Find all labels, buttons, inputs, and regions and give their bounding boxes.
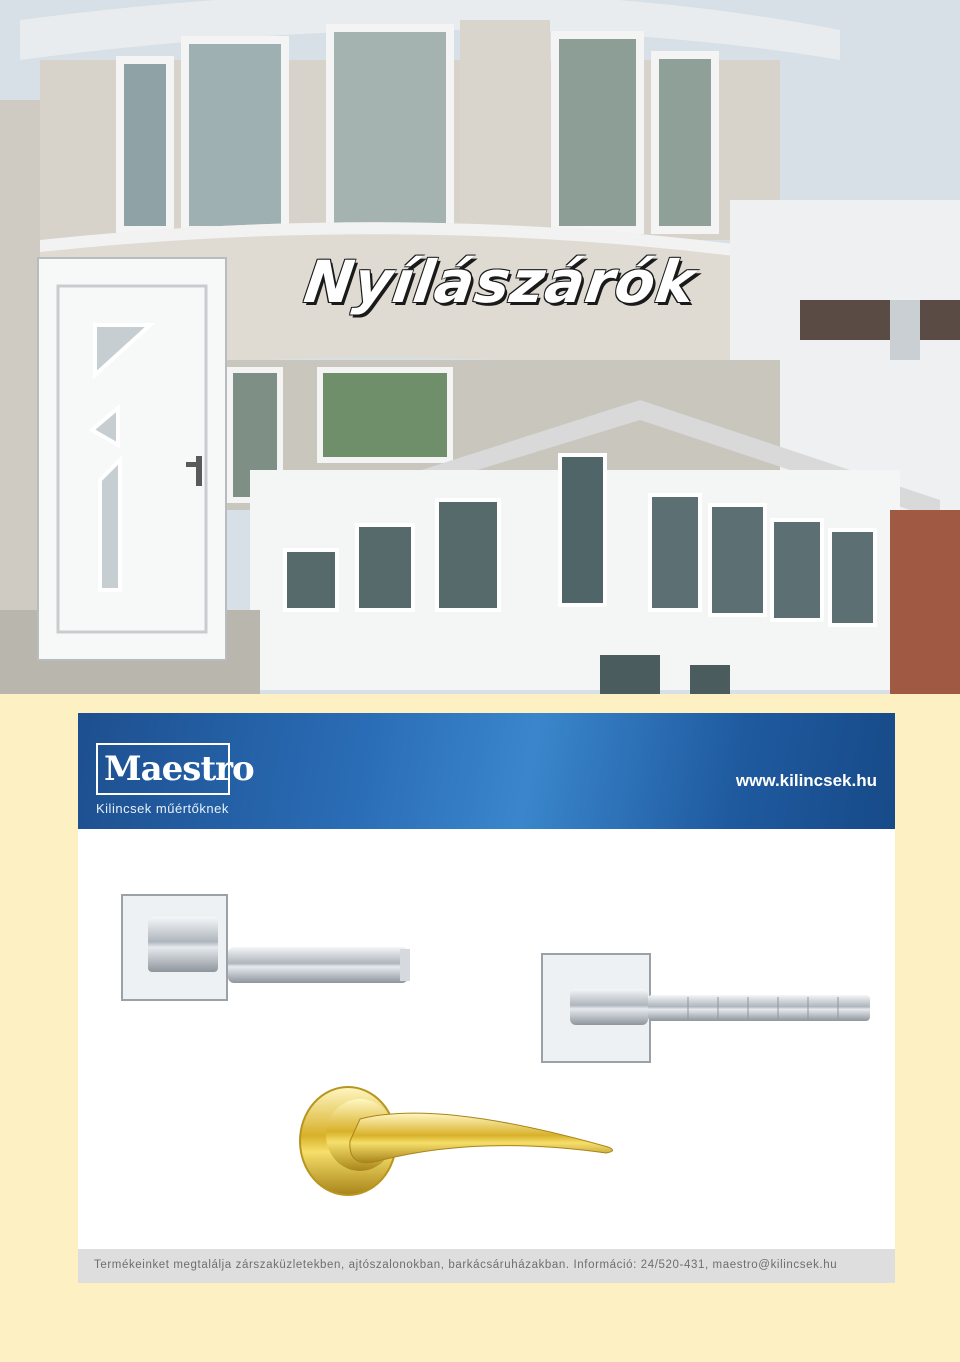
handle-knurled-chrome bbox=[542, 954, 870, 1062]
handle-round-brass bbox=[300, 1087, 613, 1195]
door-handles-illustration bbox=[78, 829, 895, 1249]
website-link[interactable]: www.kilincsek.hu bbox=[735, 771, 877, 790]
maestro-advertisement bbox=[78, 713, 895, 1283]
product-images bbox=[78, 829, 895, 1249]
page-title: Nyílászárók bbox=[300, 248, 701, 316]
footer-info-text: Termékeinket megtalálja zárszaküzletekben, ajtószalonokban, barkácsáruházakban. Információ: 24/520-431, maestro@kilincsek.hu bbox=[94, 1259, 838, 1271]
handle-square-chrome bbox=[122, 895, 410, 1000]
logo-tagline: Kilincsek műértőknek bbox=[96, 801, 229, 816]
ad-header bbox=[78, 713, 895, 829]
ad-footer bbox=[78, 1249, 895, 1283]
logo-text: Maestro bbox=[104, 749, 254, 789]
maestro-logo bbox=[96, 743, 254, 795]
